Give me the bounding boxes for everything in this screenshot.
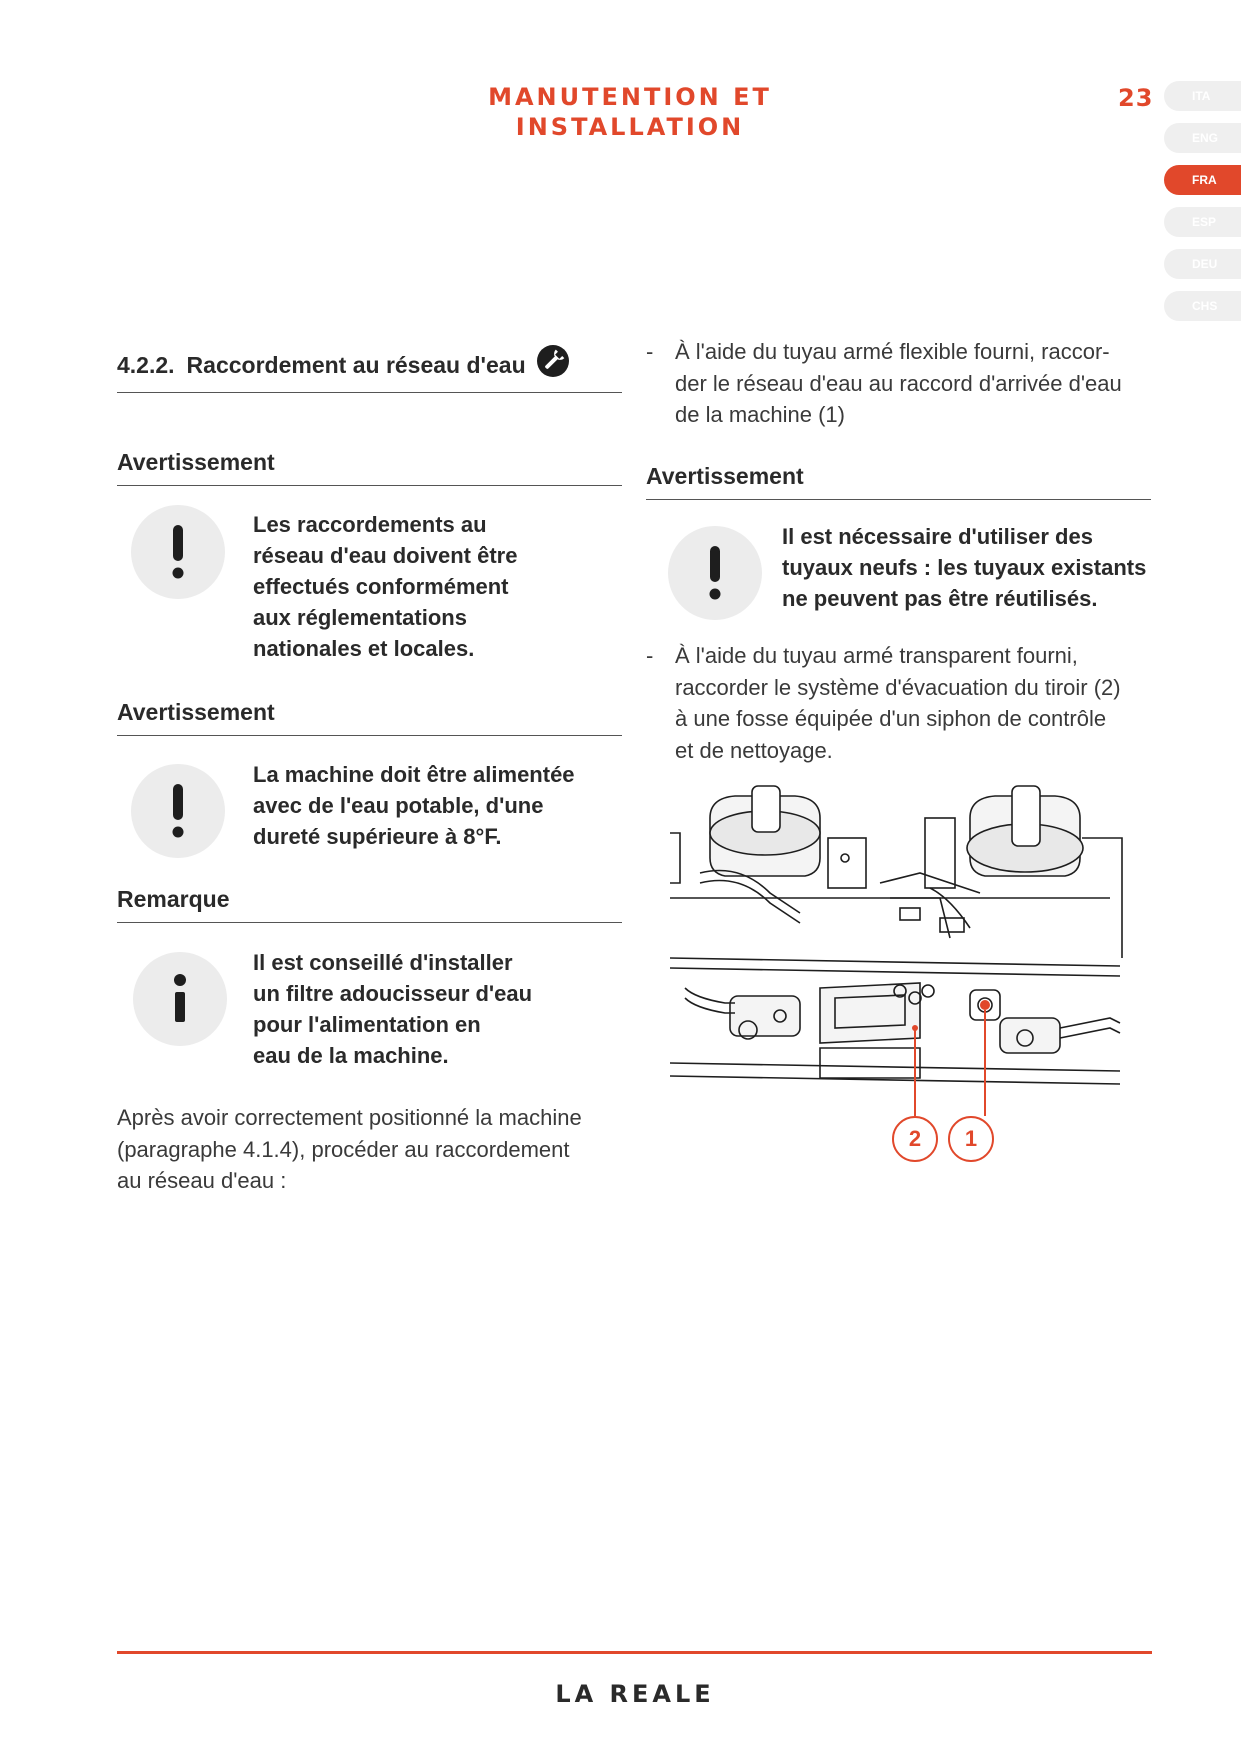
exclamation-icon	[131, 764, 225, 858]
bullet-dash: -	[646, 339, 654, 364]
header-title-line1: MANUTENTION ET	[488, 83, 772, 111]
bullet-1-line: der le réseau d'eau au raccord d'arrivée d'eau	[675, 370, 1122, 396]
notice-1-label: Avertissement	[117, 449, 622, 486]
info-icon	[133, 952, 227, 1046]
intro-line: Après avoir correctement positionné la machine	[117, 1105, 582, 1130]
tab-esp[interactable]: ESP	[1164, 207, 1241, 237]
notice-3-line: Il est conseillé d'installer	[253, 950, 513, 975]
notice-4-line: Il est nécessaire d'utiliser des	[782, 524, 1093, 549]
notice-3-line: pour l'alimentation en	[253, 1012, 481, 1037]
notice-2	[117, 764, 622, 864]
notice-2-text	[253, 759, 633, 852]
footer-brand: LA REALE	[555, 1680, 715, 1708]
notice-3	[117, 952, 622, 1082]
bullet-2-line: raccorder le système d'évacuation du tiroir (2)	[675, 674, 1121, 700]
bullet-2-text	[675, 640, 1155, 766]
notice-1-line: nationales et locales.	[253, 636, 475, 661]
page-header-title	[470, 82, 790, 142]
notice-3-line: un filtre adoucisseur d'eau	[253, 981, 533, 1006]
section-title: Raccordement au réseau d'eau	[186, 351, 526, 378]
callout-1-label: 1	[964, 1126, 978, 1151]
exclamation-icon	[131, 505, 225, 599]
notice-1-line: réseau d'eau doivent être	[253, 543, 518, 568]
bullet-1-text	[675, 336, 1155, 431]
header-title-line2: INSTALLATION	[515, 113, 745, 141]
notice-1	[117, 505, 622, 665]
notice-4-line: ne peuvent pas être réutilisés.	[782, 586, 1098, 611]
bullet-1-line: de la machine (1)	[675, 402, 845, 427]
notice-4-label: Avertissement	[646, 463, 1151, 500]
tab-ita[interactable]: ITA	[1164, 81, 1241, 111]
intro-paragraph	[117, 1102, 637, 1197]
language-tabs	[1164, 81, 1241, 333]
intro-line: (paragraphe 4.1.4), procéder au raccordement	[117, 1136, 570, 1162]
wrench-icon	[536, 344, 570, 378]
bullet-2-line: et de nettoyage.	[675, 737, 833, 763]
tab-deu[interactable]: DEU	[1164, 249, 1241, 279]
notice-2-line: dureté supérieure à 8°F.	[253, 824, 502, 849]
callout-2-label: 2	[908, 1126, 922, 1151]
intro-line: au réseau d'eau :	[117, 1168, 287, 1193]
notice-1-text	[253, 509, 633, 664]
bullet-dash: -	[646, 643, 654, 668]
notice-2-line: La machine doit être alimentée	[253, 762, 575, 787]
notice-3-text	[253, 947, 633, 1071]
callout-1	[948, 1116, 994, 1162]
notice-1-line: effectués conformément	[253, 574, 509, 599]
notice-2-label: Avertissement	[117, 699, 622, 736]
page-number: 23	[1118, 84, 1154, 112]
notice-4	[646, 526, 1151, 626]
tab-eng[interactable]: ENG	[1164, 123, 1241, 153]
notice-3-line: eau de la machine.	[253, 1043, 449, 1068]
tab-fra[interactable]: FRA	[1164, 165, 1241, 195]
footer-divider	[117, 1651, 1152, 1654]
notice-4-text	[782, 521, 1172, 614]
bullet-2	[646, 640, 1156, 770]
bullet-2-line: À l'aide du tuyau armé transparent fourni,	[675, 643, 1078, 668]
machine-connection-figure	[670, 778, 1130, 1198]
notice-2-line: avec de l'eau potable, d'une	[253, 793, 544, 818]
bullet-2-line: à une fosse équipée d'un siphon de contrôle	[675, 706, 1107, 731]
section-heading	[117, 348, 622, 393]
exclamation-icon	[668, 526, 762, 620]
tab-chs[interactable]: CHS	[1164, 291, 1241, 321]
notice-1-line: Les raccordements au	[253, 512, 487, 537]
notice-3-label: Remarque	[117, 886, 622, 923]
bullet-1-line: À l'aide du tuyau armé flexible fourni, raccor-	[675, 339, 1110, 364]
callout-2	[892, 1116, 938, 1162]
notice-4-line: tuyaux neufs : les tuyaux existants	[782, 555, 1147, 580]
bullet-1	[646, 336, 1156, 436]
section-number: 4.2.2.	[117, 351, 175, 378]
notice-1-line: aux réglementations	[253, 605, 467, 630]
